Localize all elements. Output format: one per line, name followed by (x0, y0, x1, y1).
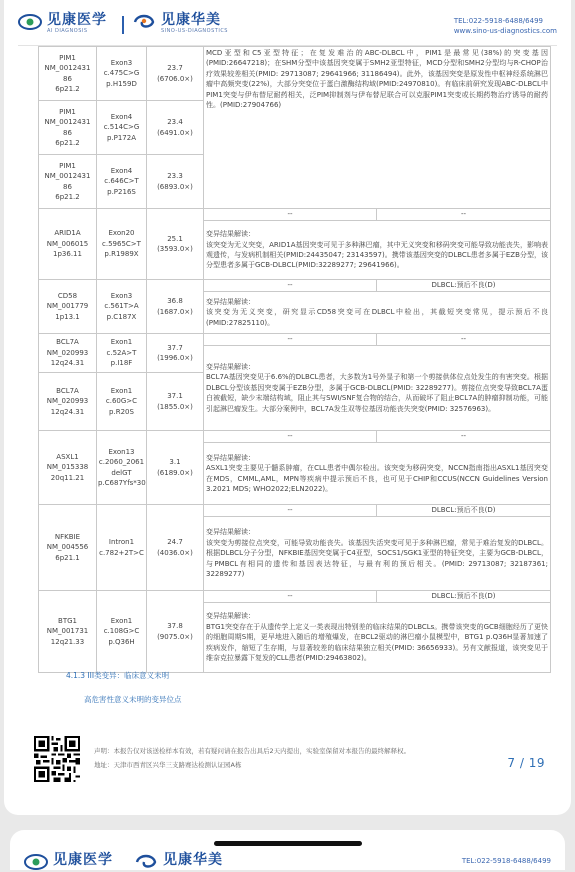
cell-line: (4036.0×) (157, 548, 193, 557)
interpretation-body: ASXL1突变主要见于髓系肿瘤，在CLL患者中偶尔检出。该突变为移码突变，NCCN指南指出ASXL1基因突变在MDS，CMML,AML，MPN等疾病中提示预后不良，也可见于CHIP和CCUS(NCCN Guidelines Version 3.2021 MDS; WHO2022;ELN2022)。 (206, 464, 548, 493)
variant-cell (97, 280, 147, 334)
frequency-cell (147, 155, 204, 209)
cell-line: NM_015338 (46, 463, 89, 472)
cell-line: 23.3 (167, 172, 183, 181)
cell-line: Exon1 (110, 616, 133, 625)
section-heading: 4.1.3 III类变异：临床意义未明 (66, 671, 170, 680)
gene-cell (39, 280, 97, 334)
gene-cell (39, 505, 97, 591)
frequency-cell (147, 505, 204, 591)
cell-line: NM_020993 (46, 348, 89, 357)
cell-line: Exon3 (110, 291, 133, 300)
interpretation-body: BTG1突变存在于从遗传学上定义一类表现出特别差的临床结果的DLBCLs。携带该突变的GCB细胞经历了更快的细胞周期S期，更早地进入随后的增殖爆发，在BCL2驱动的淋巴瘤小鼠模型中，BTG1 p.Q36H显著加速了疾病发作，缩短了生存期，与显著较差的临床结果独立相关(PMID: 36656933)。另有文献报道，该突变见于维奈克拉暴露下复发的CLL患者(PMID:29463802)。 (206, 622, 548, 663)
page-header (18, 10, 557, 46)
therapy-cell: -- (204, 334, 377, 346)
frequency-cell (147, 373, 204, 431)
cell-line: NM_004556 (46, 543, 89, 552)
prognosis-cell: DLBCL:预后不良(D) (377, 280, 551, 292)
interpretation-title: 变异结果解读： (206, 230, 255, 239)
cell-line: NM_0012431 (44, 64, 91, 73)
cell-line: p.C687Yfs*30 (98, 478, 146, 487)
cell-line: NM_001779 (46, 302, 89, 311)
significance-cell: -- (377, 431, 551, 443)
pim1-interpretation (204, 47, 551, 209)
frequency-cell (147, 101, 204, 155)
interpretation-body: 该突变为无义突变，ARID1A基因突变可见于多种淋巴瘤，其中无义突变和移码突变可能导致功能丧失，影响表观遗传，与发病机制相关(PMID:24435047; 23143597)。携带该基因突变的DLBCL患者多属于EZB分型，该分型患者多属于GCB-DLBCL(PMID:32289277; 29641966)。 (206, 240, 548, 270)
cell-line: 36.8 (167, 297, 183, 306)
footer-text (94, 744, 410, 772)
logo2-name: 见康华美 (161, 12, 221, 28)
cell-line: Exon13 (108, 447, 135, 456)
cell-line: Exon20 (108, 229, 135, 238)
cell-line: p.C187X (106, 312, 137, 321)
cell-line: 37.7 (167, 343, 183, 352)
table-row (39, 591, 551, 603)
table-row (39, 505, 551, 517)
interpretation-title: 变异结果解读： (206, 297, 255, 306)
cell-line: ARID1A (54, 229, 81, 238)
logo2-en: SINO-US-DIAGNOSTICS (161, 28, 228, 34)
therapy-cell: -- (204, 505, 377, 517)
interpretation-cell (204, 292, 551, 334)
interpretation-body: BCL7A基因突变见于6.6%的DLBCL患者，大多数为1号外显子和第一个剪接供体位点处发生的有害突变。根据DLBCL分型该基因突变属于EZB分型，多属于GCB-DLBCL(PMID: 32289277)。剪接位点突变导致BCL7A蛋白被截短，缺少末端结构域，阻止其与SWI/SNF复合物的结合，从而破坏了阻止BCL7A的肿瘤抑制功能，可能引起淋巴瘤发生。大部分案例中，BCL7A发生双等位基因功能丧失突变(PMID: 32576963)。 (206, 373, 548, 413)
home-indicator[interactable] (214, 841, 362, 846)
subsection-heading: 高危害性意义未明的变异位点 (84, 695, 182, 704)
gene-cell (39, 334, 97, 373)
cell-line: NM_0012431 (44, 118, 91, 127)
eye-logo-icon (18, 12, 42, 32)
cell-line: c.514C>G (103, 123, 140, 132)
cell-line: 86 (63, 182, 72, 191)
variant-cell (97, 591, 147, 673)
table-row (39, 431, 551, 443)
interpretation-body: 该突变为无义突变，研究显示CD58突变可在DLBCL中检出，其截短突变常见，提示预后不良(PMID:27825110)。 (206, 308, 548, 327)
cell-line: NM_0012431 (44, 172, 91, 181)
cell-line: (1855.0×) (157, 402, 193, 411)
cell-line: 25.1 (167, 234, 183, 243)
contact-info (454, 16, 557, 36)
cell-line: p.Q36H (108, 637, 135, 646)
prognosis-cell: DLBCL:预后不良(D) (377, 505, 551, 517)
cell-line: NFKBIE (54, 532, 81, 541)
cell-line: (1687.0×) (157, 307, 193, 316)
variant-cell (97, 505, 147, 591)
cell-line: 12q24.31 (50, 359, 85, 368)
cell-line: p.I18F (110, 359, 133, 368)
frequency-cell (147, 209, 204, 280)
cell-line: Exon1 (110, 386, 133, 395)
significance-cell: -- (377, 334, 551, 346)
interpretation-body: 该突变为剪接位点突变，可能导致功能丧失。该基因失活突变可见于多种淋巴瘤，常见于难治复发的DLBCL。根据DLBCL分子分型，NFKBIE基因突变属于C4亚型，SOCS1/SGK1亚型的特征突变，主要为GCB-DLBCL，与PMBCL有相同的遗传和基因表达特征，与最有利的预后相关。(PMID: 29713087; 32187361; 32289277) (206, 538, 548, 579)
gene-cell (39, 155, 97, 209)
cell-line: 6p21.1 (55, 553, 80, 562)
cell-line: c.52A>T (106, 348, 137, 357)
page-number: 7 / 19 (507, 756, 545, 770)
gene-cell (39, 47, 97, 101)
table-row (39, 334, 551, 346)
next-logo2-name: 见康华美 (163, 852, 223, 868)
cell-line: p.R20S (109, 407, 134, 416)
frequency-cell (147, 47, 204, 101)
cell-line: BCL7A (56, 386, 79, 395)
cell-line: c.5965C>T (102, 239, 141, 248)
variant-cell (97, 431, 147, 505)
gene-cell (39, 591, 97, 673)
cell-line: 3.1 (169, 458, 181, 467)
cell-line: (6706.0×) (157, 74, 193, 83)
interpretation-cell (204, 346, 551, 431)
cell-line: c.108G>C (103, 627, 140, 636)
gene-cell (39, 431, 97, 505)
interpretation-cell (204, 221, 551, 280)
cell-line: 6p21.2 (55, 192, 80, 201)
cell-line: PIM1 (59, 161, 76, 170)
eye-logo-icon (24, 852, 48, 872)
swirl-logo-icon (132, 12, 156, 32)
cell-line: c.646C>T (104, 177, 139, 186)
next-tel: TEL:022-5918-6488/6499 (461, 857, 551, 865)
address-text: 地址：天津市西青区兴华三支路赛达检测认证园A栋 (94, 761, 242, 769)
cell-line: c.782+2T>C (99, 548, 144, 557)
pim1-text: MCD亚型和C5亚型特征；在复发难治的ABC-DLBCL中，PIM1是最常见(38%)的突变基因(PMID:26647218)；在SHM分型中该基因突变属于SMH2亚型特征，MCD分型和SMH2分型均与R-CHOP治疗效果较差相关(PMID: 29713087; 29641966; 31186494)。此外，该基因突变是原发性中枢神经系统淋巴瘤中高频突变(22%)，大部分突变位于蛋白激酶结构域(PMID:24970810)。有临床前研究发现ABC-DLBCL中PIM1突变与伊布替尼耐药相关，泛PIM抑制剂与伊布替尼联合可以克服PIM1突变或长期药物治疗诱导的耐药性。(PMID:27904766) (206, 49, 548, 110)
gene-cell (39, 209, 97, 280)
prognosis-cell: DLBCL:预后不良(D) (377, 591, 551, 603)
cell-line: 24.7 (167, 538, 183, 547)
cell-line: (3593.0×) (157, 245, 193, 253)
cell-line: 23.4 (167, 118, 183, 127)
jiankang-medical-logo (18, 12, 107, 35)
therapy-cell: -- (204, 591, 377, 603)
cell-line: delGT (111, 468, 132, 477)
cell-line: 20q11.21 (50, 473, 85, 482)
significance-cell: -- (377, 209, 551, 221)
swirl-logo-icon (134, 852, 158, 872)
cell-line: c.60G>C (105, 397, 138, 406)
cell-line: c.561T>A (104, 302, 139, 311)
cell-line: p.H159D (106, 79, 137, 88)
cell-line: 86 (63, 128, 72, 137)
interpretation-title: 变异结果解读： (206, 612, 255, 621)
cell-line: 6p21.2 (55, 84, 80, 93)
variant-cell (97, 101, 147, 155)
cell-line: Exon1 (110, 338, 133, 347)
cell-line: (6893.0×) (157, 182, 193, 191)
interpretation-cell (204, 517, 551, 591)
cell-line: PIM1 (59, 53, 76, 62)
gene-cell (39, 101, 97, 155)
frequency-cell (147, 334, 204, 373)
cell-line: Intron1 (108, 538, 135, 547)
cell-line: 23.7 (167, 64, 183, 73)
next-page-preview (10, 830, 565, 870)
next-logo1 (24, 852, 113, 872)
cell-line: (1996.0×) (157, 354, 193, 362)
therapy-cell: -- (204, 431, 377, 443)
variant-cell (97, 155, 147, 209)
next-logo2 (134, 852, 223, 872)
table-row (39, 47, 551, 101)
variant-cell (97, 209, 147, 280)
variant-cell (97, 373, 147, 431)
cell-line: CD58 (57, 291, 78, 300)
cell-line: 6p21.2 (55, 138, 80, 147)
therapy-cell: -- (204, 209, 377, 221)
cell-line: 1p36.11 (53, 250, 82, 259)
next-logo1-name: 见康医学 (53, 852, 113, 868)
report-page (4, 0, 571, 815)
cell-line: c.475C>G (103, 69, 140, 78)
qr-code (34, 736, 80, 782)
cell-line: c.2060_2061 (98, 458, 145, 467)
cell-line: p.P216S (107, 187, 136, 196)
interpretation-title: 变异结果解读： (206, 362, 255, 371)
page-footer (34, 736, 551, 786)
cell-line: NM_001731 (46, 627, 89, 636)
cell-line: NM_006015 (46, 239, 89, 248)
jiankang-huamei-logo (132, 12, 228, 35)
cell-line: 12q24.31 (50, 407, 85, 416)
variant-cell (97, 334, 147, 373)
cell-line: 1p13.1 (55, 312, 80, 321)
cell-line: 12q21.33 (50, 637, 85, 646)
cell-line: 37.8 (167, 622, 183, 631)
table-row (39, 280, 551, 292)
variant-table (38, 46, 551, 673)
interpretation-cell (204, 603, 551, 673)
disclaimer-text: 声明：本报告仅对该送检样本有效，若有疑问请在报告出具后2天内提出，实验室保留对本报告的最终解释权。 (94, 747, 411, 755)
cell-line: (6491.0×) (157, 128, 193, 137)
tel-text: TEL:022-5918-6488/6499 (453, 17, 543, 25)
cell-line: 86 (63, 74, 72, 83)
cell-line: ASXL1 (56, 452, 79, 461)
interpretation-cell (204, 443, 551, 505)
cell-line: Exon3 (110, 58, 133, 67)
frequency-cell (147, 280, 204, 334)
frequency-cell (147, 431, 204, 505)
cell-line: Exon4 (110, 112, 133, 121)
logo1-name: 见康医学 (47, 12, 107, 28)
frequency-cell (147, 591, 204, 673)
logo-divider (122, 16, 124, 34)
cell-line: (6189.0×) (157, 468, 193, 477)
cell-line: 37.1 (167, 392, 183, 401)
cell-line: PIM1 (59, 107, 76, 116)
cell-line: p.R1989X (104, 250, 139, 259)
table-row (39, 209, 551, 221)
cell-line: (9075.0×) (157, 632, 193, 641)
cell-line: BCL7A (56, 338, 79, 347)
therapy-cell: -- (204, 280, 377, 292)
interpretation-title: 变异结果解读： (206, 453, 255, 462)
cell-line: p.P172A (106, 133, 137, 142)
variant-cell (97, 47, 147, 101)
gene-cell (39, 373, 97, 431)
cell-line: Exon4 (110, 166, 133, 175)
logo1-en: AI DIAGNOSIS (47, 28, 88, 34)
cell-line: BTG1 (58, 616, 77, 625)
website-text: www.sino-us-diagnostics.com (453, 27, 557, 35)
interpretation-title: 变异结果解读： (206, 528, 255, 537)
cell-line: NM_020993 (46, 397, 89, 406)
